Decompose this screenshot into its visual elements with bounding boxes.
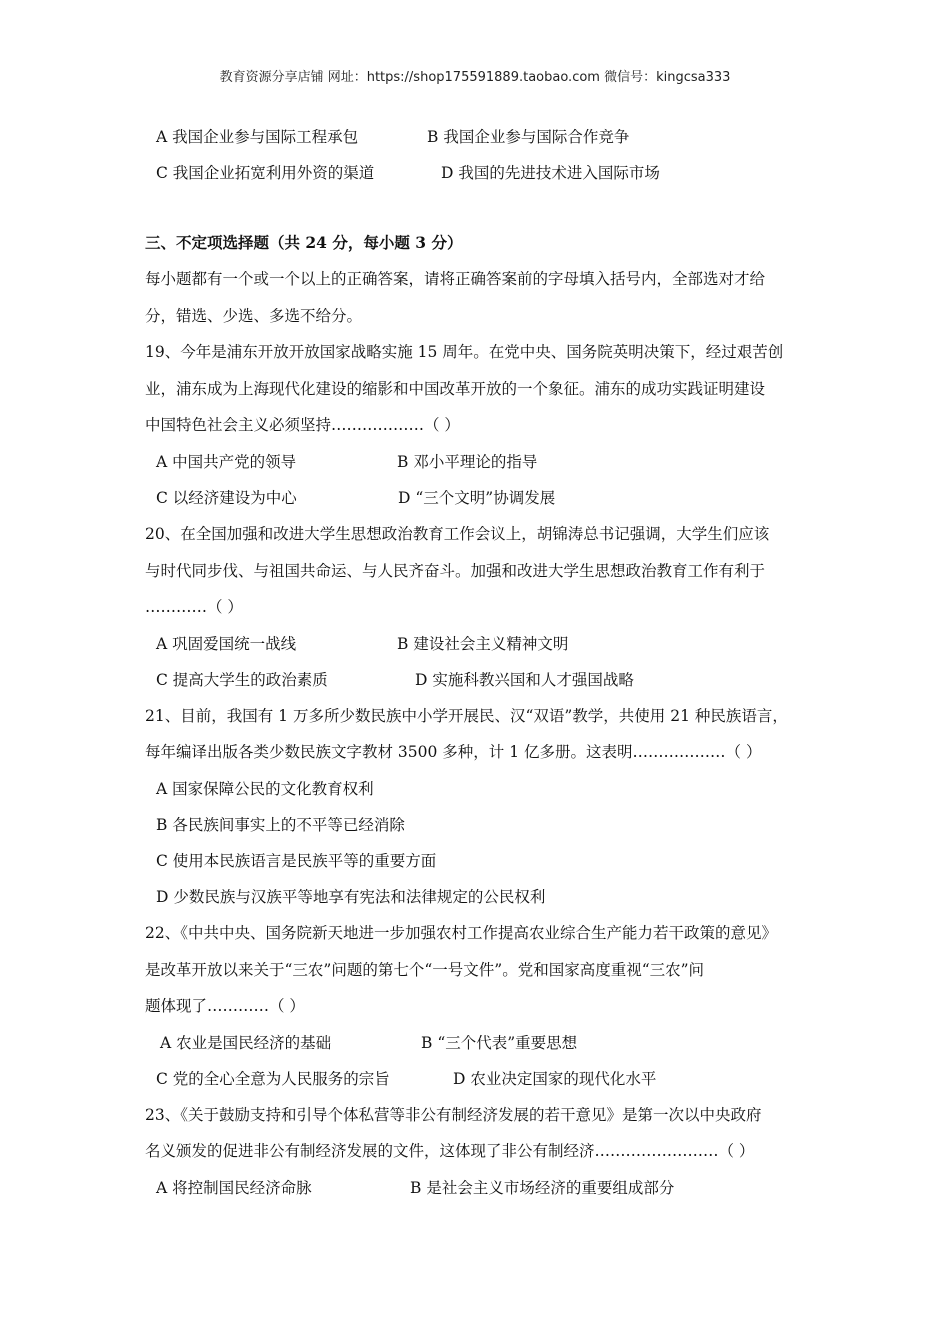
q23-stem-2: 名义颁发的促进非公有制经济发展的文件，这体现了非公有制经济……………………（ ） xyxy=(145,1142,755,1160)
page-header: 教育资源分享店铺 网址：https://shop175591889.taobao.com 微信号：kingcsa333 xyxy=(219,70,731,85)
q19-stem-1: 19、今年是浦东开放开放国家战略实施 15 周年。在党中央、国务院英明决策下，经过艰苦创 xyxy=(145,343,784,361)
section-instructions-1: 每小题都有一个或一个以上的正确答案，请将正确答案前的字母填入括号内，全部选对才给 xyxy=(145,270,766,288)
q22-option-b: B “三个代表”重要思想 xyxy=(421,1034,578,1052)
q20-stem-3: …………（ ） xyxy=(145,598,243,616)
q19-option-b: B 邓小平理论的指导 xyxy=(397,453,538,471)
q21-stem-2: 每年编译出版各类少数民族文字教材 3500 多种，计 1 亿多册。这表明………………（ ） xyxy=(145,743,762,761)
q21-option-a: A 国家保障公民的文化教育权利 xyxy=(156,780,374,798)
q23-option-a: A 将控制国民经济命脉 xyxy=(156,1179,312,1197)
q19-option-d: D “三个文明”协调发展 xyxy=(398,489,556,507)
q19-option-c: C 以经济建设为中心 xyxy=(156,489,297,507)
q22-option-a: A 农业是国民经济的基础 xyxy=(160,1034,332,1052)
prev-option-b: B 我国企业参与国际合作竞争 xyxy=(427,128,630,146)
q22-stem-1: 22、《中共中央、国务院新天地进一步加强农村工作提高农业综合生产能力若干政策的意见》 xyxy=(145,924,777,942)
q22-stem-3: 题体现了…………（ ） xyxy=(145,997,305,1015)
q22-stem-2: 是改革开放以来关于“三农”问题的第七个“一号文件”。党和国家高度重视“三农”问 xyxy=(145,961,705,979)
q23-stem-1: 23、《关于鼓励支持和引导个体私营等非公有制经济发展的若干意见》是第一次以中央政府 xyxy=(145,1106,762,1124)
q22-option-c: C 党的全心全意为人民服务的宗旨 xyxy=(156,1070,390,1088)
q20-option-a: A 巩固爱国统一战线 xyxy=(156,635,297,653)
prev-option-d: D 我国的先进技术进入国际市场 xyxy=(441,164,660,182)
q20-stem-2: 与时代同步伐、与祖国共命运、与人民齐奋斗。加强和改进大学生思想政治教育工作有利于 xyxy=(145,562,766,580)
q19-stem-2: 业，浦东成为上海现代化建设的缩影和中国改革开放的一个象征。浦东的成功实践证明建设 xyxy=(145,380,766,398)
q21-option-b: B 各民族间事实上的不平等已经消除 xyxy=(156,816,405,834)
q22-option-d: D 农业决定国家的现代化水平 xyxy=(453,1070,657,1088)
q21-option-c: C 使用本民族语言是民族平等的重要方面 xyxy=(156,852,437,870)
prev-option-c: C 我国企业拓宽利用外资的渠道 xyxy=(156,164,375,182)
q20-stem-1: 20、在全国加强和改进大学生思想政治教育工作会议上，胡锦涛总书记强调，大学生们应该 xyxy=(145,525,770,543)
q20-option-c: C 提高大学生的政治素质 xyxy=(156,671,328,689)
q20-option-d: D 实施科教兴国和人才强国战略 xyxy=(415,671,634,689)
q23-option-b: B 是社会主义市场经济的重要组成部分 xyxy=(410,1179,675,1197)
section-instructions-2: 分，错选、少选、多选不给分。 xyxy=(145,307,363,325)
q19-stem-3: 中国特色社会主义必须坚持………………（ ） xyxy=(145,416,460,434)
q21-option-d: D 少数民族与汉族平等地享有宪法和法律规定的公民权利 xyxy=(156,888,546,906)
q19-option-a: A 中国共产党的领导 xyxy=(156,453,297,471)
prev-option-a: A 我国企业参与国际工程承包 xyxy=(156,128,359,146)
q20-option-b: B 建设社会主义精神文明 xyxy=(397,635,569,653)
q21-stem-1: 21、目前，我国有 1 万多所少数民族中小学开展民、汉“双语”教学，共使用 21 种民族语言， xyxy=(145,707,788,725)
section-title: 三、不定项选择题（共 24 分，每小题 3 分） xyxy=(145,233,463,252)
